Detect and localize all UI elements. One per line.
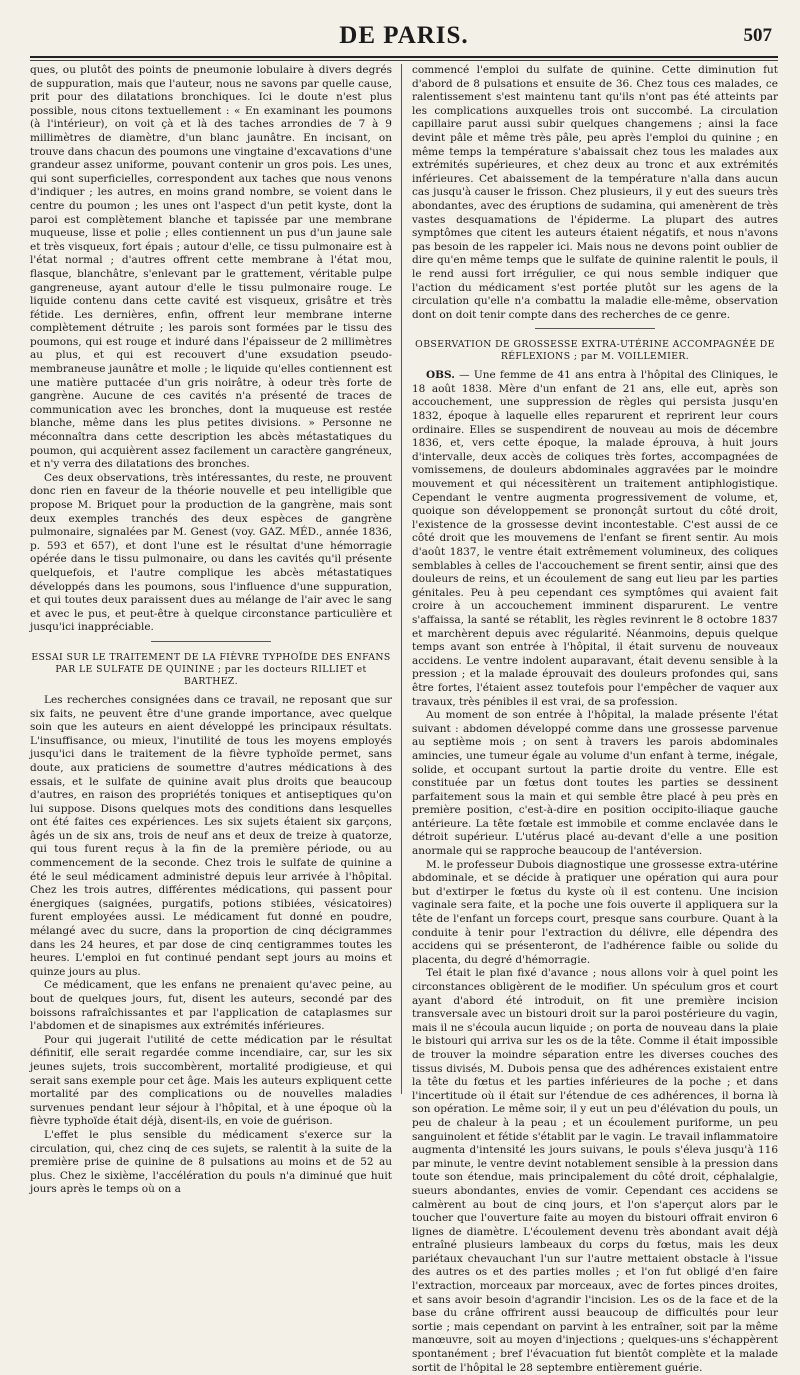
header-rule	[30, 56, 778, 58]
paragraph	[412, 369, 778, 709]
paragraph: Au moment de son entrée à l'hôpital, la malade présente l'état suivant : abdomen développé comme dans une grossesse parvenue au septième mois ; on sent à travers les parois abdominales amincies, une tumeur égale au volume d'un enfant à terme, inégale, solide, et occupant surtout la partie droite du ventre. Elle est constituée par un fœtus dont toutes les parties se dessinent parfaitement sous la main et qui semble être placé à peu près en première position, c'est-à-dire en position occipito-iliaque gauche antérieure. La tête fœtale est immobile et comme enclavée dans le détroit supérieur. L'utérus placé au-devant d'elle a une position anormale qui se rapproche beaucoup de l'antéversion.	[412, 709, 778, 858]
paragraph: commencé l'emploi du sulfate de quinine. Cette diminution fut d'abord de 8 pulsations et ensuite de 36. Chez tous ces malades, ce ralentissement s'est maintenu tant qu'ils n'ont pas été atteints par les complications auxquelles trois ont succombé. La circulation capillaire parut aussi subir quelques changemens ; ainsi la face devint pâle et même très pâle, peu après l'emploi du quinine ; en même temps la température s'abaissait chez tous les malades aux extrémités supérieures, et chez deux au tronc et aux extrémités inférieures. Cet abaissement de la température n'alla dans aucun cas jusqu'à causer le frisson. Chez plusieurs, il y eut des sueurs très abondantes, avec des éruptions de sudamina, qui amenèrent de très vastes desquamations de l'épiderme. La plupart des autres symptômes que citent les auteurs étaient négatifs, et nous n'avons pas besoin de les rappeler ici. Mais nous ne devons point oublier de dire qu'en même temps que le sulfate de quinine ralentit le pouls, il le rend aussi fort irrégulier, ce qui nous semble indiquer que l'action du médicament s'est portée plutôt sur les agens de la circulation qu'elle n'a combattu la maladie elle-même, observation dont on doit tenir compte dans des recherches de ce genre.	[412, 64, 778, 321]
section-title: OBSERVATION DE GROSSESSE EXTRA-UTÉRINE ACCOMPAGNÉE DE RÉFLEXIONS ; par M. VOILLEMIER.	[415, 339, 775, 363]
paragraph: Pour qui jugerait l'utilité de cette médication par le résultat définitif, elle serait regardée comme incendiaire, car, sur les six jeunes sujets, trois succombèrent, mortalité prodigieuse, et qui serait sans exemple pour cet âge. Mais les auteurs expliquent cette mortalité par des complications ou de nouvelles maladies survenues pendant leur séjour à l'hôpital, et à une époque où la fièvre typhoïde était déjà, disent-ils, en voie de guérison.	[30, 1033, 392, 1128]
header-rule-thin	[30, 60, 778, 61]
page-header	[30, 22, 778, 56]
paragraph: Ces deux observations, très intéressantes, du reste, ne prouvent donc rien en faveur de la théorie nouvelle et peu intelligible que propose M. Briquet pour la production de la gangrène, mais sont deux exemples tranchés des deux espèces de gangrène pulmonaire, signalées par M. Genest (voy. GAZ. MÉD., année 1836, p. 593 et 657), et dont l'une est le résultat d'une hémorragie opérée dans le tissu pulmonaire, ou dans les cavités qu'il présente quelquefois, et l'autre complique les abcès métastatiques développés dans les poumons, sous l'influence d'une suppuration, et qui toutes deux paraissent dues au mélange de l'air avec le sang et avec le pus, et peut-être à quelque circonstance particulière et jusqu'ici inappréciable.	[30, 471, 392, 634]
section-separator	[151, 641, 271, 642]
section-title: ESSAI SUR LE TRAITEMENT DE LA FIÈVRE TYPHOÏDE DES ENFANS PAR LE SULFATE DE QUININE ; par les docteurs RILLIET et BARTHEZ.	[31, 651, 391, 687]
obs-label: OBS.	[426, 369, 455, 382]
paragraph: Les recherches consignées dans ce travail, ne reposant que sur six faits, ne peuvent être d'une grande importance, avec quelque soin que les auteurs en aient développé les principaux résultats. L'insuffisance, ou mieux, l'inutilité de tous les moyens employés jusqu'ici dans le traitement de la fièvre typhoïde permet, sans doute, aux praticiens de soumettre d'autres médications à des essais, et le sulfate de quinine avait plus droits que beaucoup d'autres, en raison des propriétés toniques et antiseptiques qu'on lui suppose. Disons quelques mots des conditions dans lesquelles ont été faites ces expériences. Les six sujets étaient six garçons, âgés un de six ans, trois de neuf ans et deux de treize à quatorze, qui tous furent reçus à la fin de la première période, ou au commencement de la seconde. Chez trois le sulfate de quinine a été le seul médicament administré depuis leur arrivée à l'hôpital. Chez les trois autres, différentes médications, qui passent pour énergiques (saignées, purgatifs, potions stibiées, vésicatoires) furent employées aussi. Le médicament fut donné en poudre, mélangé avec du sucre, dans la proportion de cinq décigrammes dans les 24 heures, et par dose de cinq centigrammes toutes les heures. L'emploi en fut continué pendant sept jours au moins et quinze jours au plus.	[30, 693, 392, 978]
paragraph: ques, ou plutôt des points de pneumonie lobulaire à divers degrés de suppuration, mais que l'auteur, nous ne savons par quelle cause, prit pour des dilatations bronchiques. Ici le doute n'est plus possible, nous citons textuellement : « En examinant les poumons (à l'intérieur), on voit çà et là des taches arrondies de 7 à 9 millimètres de diamètre, d'un blanc jaunâtre. En incisant, on trouve dans chacun des poumons une vingtaine d'excavations d'une grandeur assez uniforme, pouvant contenir un gros pois. Les unes, qui sont superficielles, correspondent aux taches que nous venons d'indiquer ; les autres, en moins grand nombre, se voient dans le centre du poumon ; les unes ont l'aspect d'un petit kyste, dont la paroi est complètement blanche et tapissée par une membrane muqueuse, lisse et polie ; elles contiennent un pus d'un jaune sale et très visqueux, fort épais ; autour d'elle, ce tissu pulmonaire est à l'état normal ; d'autres offrent cette membrane à l'état mou, flasque, blanchâtre, s'enlevant par le grattement, véritable pulpe gangreneuse, ayant autour d'elle le tissu pulmonaire rouge. Le liquide contenu dans cette cavité est visqueux, grisâtre et très fétide. Les dernières, enfin, offrent leur membrane interne complètement détruite ; les parois sont formées par le tissu des poumons, qui est rouge et induré dans l'épaisseur de 2 millimètres au plus, et qui est recouvert d'une exsudation pseudo-membraneuse jaunâtre et molle ; le liquide qu'elles contiennent est une matière puttacée d'un gris noirâtre, à odeur très forte de gangrène. Aucune de ces cavités n'a présenté de traces de communication avec les bronches, dont la muqueuse est restée blanche, même dans les plus petites divisions. » Personne ne méconnaîtra dans cette description les abcès métastatiques du poumon, qui acquièrent assez facilement un caractère gangréneux, et n'y verra des dilatations des bronches.	[30, 64, 392, 471]
obs-text: — Une femme de 41 ans entra à l'hôpital des Cliniques, le 18 août 1838. Mère d'un enfant de 21 ans, elle eut, après son accouchement, une suppression de règles qui persista jusqu'en 1832, époque à laquelle elles reparurent et reprirent leur cours ordinaire. Elles se suspendirent de nouveau au mois de décembre 1836, et, vers cette époque, la malade éprouva, à huit jours d'intervalle, deux accès de coliques très fortes, accompagnées de vomissemens, de douleurs abdominales aggravées par le moindre mouvement et qui nécessitèrent un traitement antiphlogistique. Cependant le ventre augmenta progressivement de volume, et, quoique son développement se prononçât surtout du côté droit, l'existence de la grossesse devint incontestable. C'est aussi de ce côté droit que les mouvemens de l'enfant se firent sentir. Au mois d'août 1837, le ventre était extrêmement volumineux, des coliques semblables à celles de l'accouchement se firent sentir, ainsi que des douleurs de reins, et un écoulement de sang eut lieu par les parties génitales. Peu à peu cependant ces symptômes qui avaient fait croire à un accouchement imminent disparurent. Le ventre s'affaissa, la santé se rétablit, les règles revinrent le 8 octobre 1837 et marchèrent depuis avec régularité. Néanmoins, depuis quelque temps avant son entrée à l'hôpital, il était survenu de nouveaux accidens. Le ventre indolent auparavant, était devenu sensible à la pression ; et la malade éprouvait des douleurs profondes qui, sans être fortes, l'étaient assez toutefois pour l'empêcher de vaquer aux travaux, très pénibles il est vrai, de sa profession.	[412, 369, 778, 708]
paragraph: L'effet le plus sensible du médicament s'exerce sur la circulation, qui, chez cinq de ces sujets, se ralentit à la suite de la première prise de quinine de 8 pulsations au moins et de 52 au plus. Chez le sixième, l'accélération du pouls n'a diminué que huit jours après le temps où on a	[30, 1128, 392, 1196]
paragraph: M. le professeur Dubois diagnostique une grossesse extra-utérine abdominale, et se décide à pratiquer une opération qui aura pour but d'extirper le fœtus du kyste où il est contenu. Une incision vaginale sera faite, et la poche une fois ouverte il appliquera sur la tête de l'enfant un forceps court, presque sans courbure. Quant à la conduite à tenir pour l'extraction du délivre, elle dépendra des accidens qui se présenteront, de l'adhérence faible ou solide du placenta, du degré d'hémorragie.	[412, 858, 778, 966]
section-separator	[535, 328, 655, 329]
right-column	[412, 64, 778, 1374]
paragraph: Ce médicament, que les enfans ne prenaient qu'avec peine, au bout de quelques jours, fut, disent les auteurs, secondé par des boissons rafraîchissantes et par l'application de cataplasmes sur l'abdomen et de sinapismes aux extrémités inférieures.	[30, 979, 392, 1033]
page-number: 507	[743, 25, 772, 46]
left-column	[30, 64, 392, 1196]
paragraph: Tel était le plan fixé d'avance ; nous allons voir à quel point les circonstances obligèrent de le modifier. Un spéculum gros et court ayant d'abord été introduit, on fit une première incision transversale avec un bistouri droit sur la paroi postérieure du vagin, mais il ne s'écoula aucun liquide ; on porta de nouveau dans la plaie le bistouri qui arriva sur les os de la tête. Comme il était impossible de trouver la moindre séparation entre les diverses couches des tissus divisés, M. Dubois pensa que des adhérences existaient entre la tête du fœtus et les parties inférieures de la poche ; et dans l'incertitude où il était sur l'étendue de ces adhérences, il borna là son opération. Le même soir, il y eut un peu d'élévation du pouls, un peu de chaleur à la peau ; et un écoulement puriforme, un peu sanguinolent et fétide s'établit par le vagin. Le travail inflammatoire augmenta d'intensité les jours suivans, le pouls s'éleva jusqu'à 116 par minute, le ventre devint notablement sensible à la pression dans toute son étendue, mais principalement du côté droit, céphalalgie, sueurs abondantes, envies de vomir. Cependant ces accidens se calmèrent au bout de cinq jours, et l'on s'aperçut alors par le toucher que l'ouverture faite au moyen du bistouri offrait environ 6 lignes de diamètre. L'écoulement devenu très abondant avait déjà entraîné plusieurs lambeaux du corps du fœtus, mais les deux pariétaux chevauchant l'un sur l'autre mettaient obstacle à l'issue des autres os et des parties molles ; et l'on fut obligé d'en faire l'extraction, morceaux par morceaux, avec de fortes pinces droites, et sans avoir besoin d'agrandir l'incision. Les os de la face et de la base du crâne offrirent aussi beaucoup de difficultés pour leur sortie ; mais cependant on parvint à les entraîner, soit par la même manœuvre, soit au moyen d'injections ; quelques-uns s'échappèrent spontanément ; bref l'évacuation fut bientôt complète et la malade sortit de l'hôpital le 28 septembre entièrement guérie.	[412, 967, 778, 1374]
column-divider	[401, 64, 402, 1094]
running-title: DE PARIS.	[339, 22, 469, 49]
